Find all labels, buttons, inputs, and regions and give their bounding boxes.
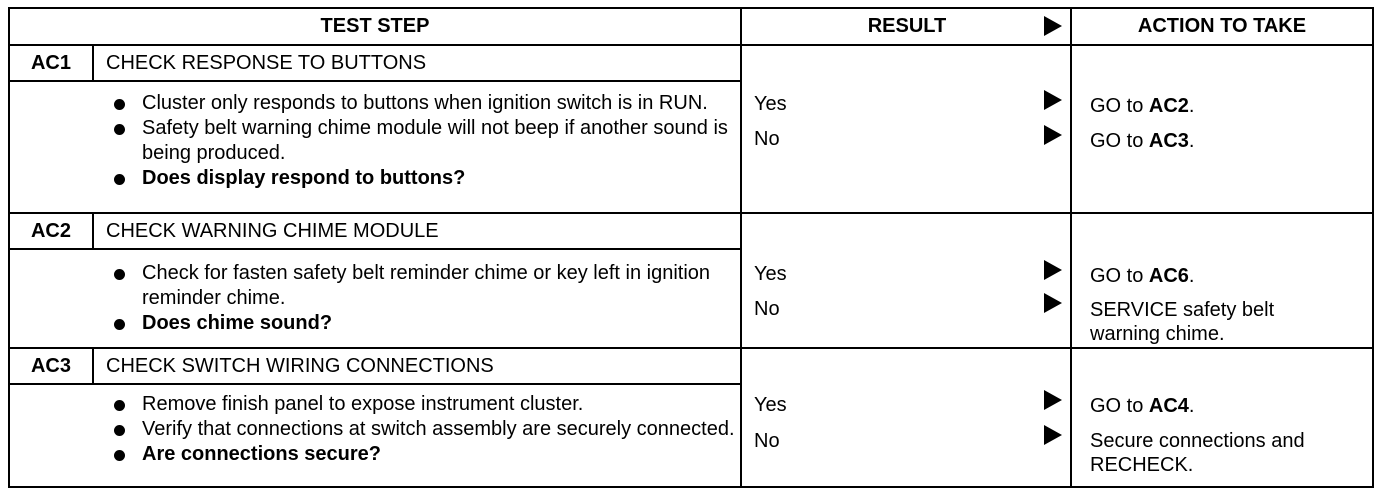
step-title: CHECK SWITCH WIRING CONNECTIONS (106, 355, 494, 377)
result-yes: Yes (754, 93, 787, 115)
arrow-icon (1044, 90, 1062, 110)
bullet-item: Remove finish panel to expose instrument cluster. (102, 392, 742, 417)
action-yes: GO to AC6. (1090, 265, 1195, 287)
step-title: CHECK WARNING CHIME MODULE (106, 220, 439, 242)
step-bullets (102, 261, 742, 336)
arrow-icon (1044, 125, 1062, 145)
header-test-step: TEST STEP (320, 15, 430, 37)
action-no: SERVICE safety belt warning chime. (1090, 299, 1275, 345)
bullet-question: Does chime sound? (102, 311, 742, 336)
header-action: ACTION TO TAKE (1137, 15, 1307, 37)
bullet-question: Does display respond to buttons? (102, 166, 742, 191)
arrow-icon (1044, 260, 1062, 280)
bullet-question: Are connections secure? (102, 442, 742, 467)
step-title: CHECK RESPONSE TO BUTTONS (106, 52, 427, 74)
bullet-item: Cluster only responds to buttons when ignition switch is in RUN. (102, 91, 742, 116)
table-header (10, 9, 1372, 46)
bullet-item: Check for fasten safety belt reminder chime or key left in ignition reminder chime. (102, 261, 742, 311)
action-yes: GO to AC4. (1090, 395, 1195, 417)
bullet-item: Safety belt warning chime module will not beep if another sound is being produced. (102, 116, 742, 166)
step-id: AC3 (30, 355, 71, 377)
step-id: AC2 (30, 220, 71, 242)
step-bullets (102, 91, 742, 191)
arrow-icon (1044, 293, 1062, 313)
result-no: No (754, 298, 780, 320)
action-yes: GO to AC2. (1090, 95, 1195, 117)
result-no: No (754, 430, 780, 452)
result-no: No (754, 128, 780, 150)
arrow-icon (1044, 390, 1062, 410)
bullet-item: Verify that connections at switch assembly are securely connected. (102, 417, 742, 442)
result-yes: Yes (754, 394, 787, 416)
step-bullets (102, 392, 742, 467)
step-id: AC1 (30, 52, 71, 74)
action-no: GO to AC3. (1090, 130, 1195, 152)
result-yes: Yes (754, 263, 787, 285)
header-result: RESULT (867, 15, 947, 37)
action-no: Secure connections and RECHECK. (1090, 430, 1305, 476)
header-arrow-icon (1044, 16, 1062, 36)
arrow-icon (1044, 425, 1062, 445)
diagnostic-table (8, 7, 1374, 488)
